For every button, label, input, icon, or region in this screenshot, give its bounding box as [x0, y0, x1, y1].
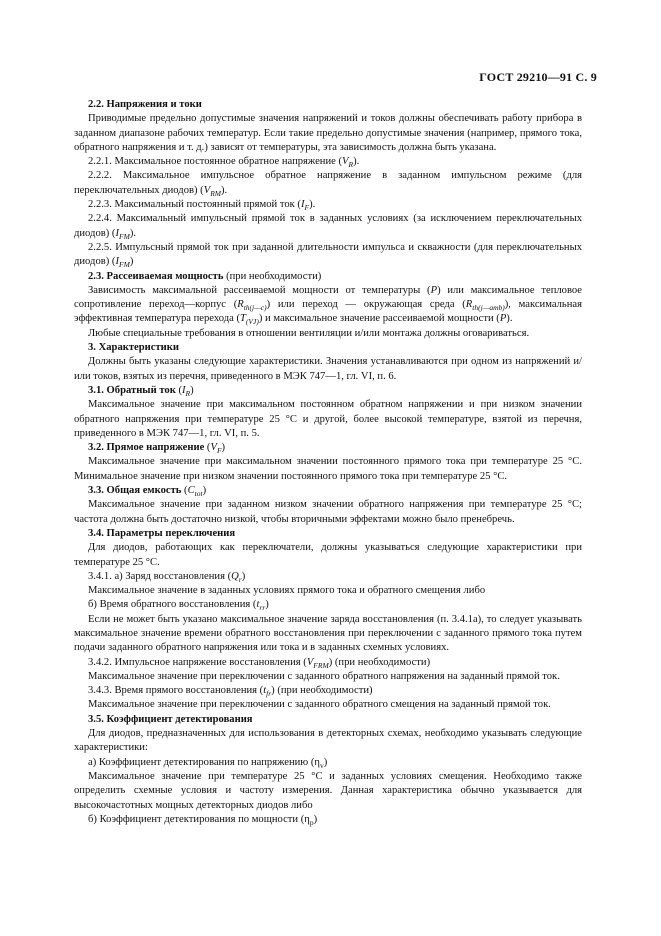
para-3-3: Максимальное значение при заданном низком значении обратного напряжения при температуре 25 °С; частота должна быть достаточно низкой, чтобы вторичными эффектами можно было пренебречь. [74, 499, 582, 525]
para-3-4-2: Максимальное значение при переключении с заданного обратного напряжения на заданный прямой ток. [88, 670, 560, 682]
para-3-5-intro: Для диодов, предназначенных для использования в детекторных схемах, необходимо указывать следующие характеристики: [74, 728, 582, 754]
item-3-4-2: 3.4.2. Импульсное напряжение восстановления $(V_{FRM})$ (при необходимости) [88, 656, 431, 670]
heading-3-4: 3.4. Параметры переключения [88, 527, 236, 539]
page-header: ГОСТ 29210—91 С. 9 [479, 70, 597, 84]
item-2-2-2: 2.2.2. Максимальное импульсное обратное напряжение в заданном импульсном режиме (для переключательных диодов) $(V_{RM})$. [74, 170, 582, 198]
heading-2-2: 2.2. Напряжения и токи [88, 99, 202, 110]
para-3-4-3: Максимальное значение при переключении с заданного обратного смещения на заданный прямой ток. [88, 699, 551, 711]
item-2-2-1: 2.2.1. Максимальное постоянное обратное напряжение $(V_R)$. [88, 156, 360, 170]
item-2-2-3: 2.2.3. Максимальный постоянный прямой ток $(I_F)$. [88, 199, 316, 213]
para-3-intro: Должны быть указаны следующие характеристики. Значения устанавливаются при одном из напряжений и/или токов, взятых из перечня, приведенного в МЭК 747—1, гл. VI, п. 6. [74, 356, 582, 382]
item-3-4-3: 3.4.3. Время прямого восстановления $(t_{fr})$ (при необходимости) [88, 685, 373, 699]
para-3-4-1-a: Максимальное значение в заданных условиях прямого тока и обратного смещения либо [88, 585, 486, 597]
item-2-2-4: 2.2.4. Максимальный импульсный прямой ток в заданных условиях (за исключением переключательных диодов) $(I_{FM})$. [74, 213, 582, 241]
para-2-3-ventilation: Любые специальные требования в отношении вентиляции и/или монтажа должны оговариваться. [88, 327, 530, 339]
heading-3-3: 3.3. Общая емкость $(C_{tot})$ [88, 485, 207, 499]
heading-2-3: 2.3. Рассеиваемая мощность (при необходимости) [88, 270, 322, 282]
heading-3-5: 3.5. Коэффициент детектирования [88, 713, 253, 725]
para-2-3: Зависимость максимальной рассеиваемой мощности от температуры (P) или максимальное тепловое сопротивление переход—корпус $(R_{th(j—c)})$ или переход — окружающая среда $(R_{th(j—amb)})$, максимальная эффективная температура перехода $(T_{(VJ)})$ и максимальное значение рассеиваемой мощности (P). [74, 284, 583, 327]
item-3-5-b: б) Коэффициент детектирования по мощности $(\eta_p)$ [88, 813, 318, 827]
para-3-4-1-note: Если не может быть указано максимальное значение заряда восстановления (п. 3.4.1а), то следует указывать максимальное значение времени обратного восстановления при переключении с заданного прямого тока путем подачи заданного обратного напряжения или тока и в заданных схемных условиях. [74, 613, 582, 654]
heading-3-2: 3.2. Прямое напряжение $(V_F)$ [88, 442, 226, 456]
para-3-5-a: Максимальное значение при температуре 25 °С и заданных условиях смещения. Необходимо также определить схемные условия и частоту измерения. Данная характеристика обычно указывается для высокочастотных мощных детекторных диодов либо [74, 770, 582, 811]
para-2-2-intro: Приводимые предельно допустимые значения напряжений и токов должны обеспечивать работу прибора в заданном диапазоне рабочих температур. Если такие предельно допустимые значения (например, прямого тока, обратного напряжения и т. д.) зависят от температуры, эта зависимость должна быть указана. [74, 113, 582, 153]
item-3-4-1-b: б) Время обратного восстановления $(t_{rr})$ [88, 599, 269, 613]
item-3-5-a: а) Коэффициент детектирования по напряжению $(\eta_v)$ [88, 756, 328, 770]
item-3-4-1-a: 3.4.1. а) Заряд восстановления $(Q_r)$ [88, 570, 246, 584]
heading-3-1: 3.1. Обратный ток $(I_R)$ [88, 384, 194, 399]
para-3-4-intro: Для диодов, работающих как переключатели, должны указываться следующие характеристики при температуре 25 °С. [74, 542, 582, 568]
document-body [74, 98, 582, 827]
item-2-2-5: 2.2.5. Импульсный прямой ток при заданной длительности импульса и скважности (для переключательных диодов) $(I_{FM})$ [74, 241, 582, 270]
heading-3: 3. Характеристики [88, 342, 179, 354]
para-3-1: Максимальное значение при максимальном постоянном обратном напряжении и при низком значении обратного напряжения при температуре 25 °С и другой, более высокой температуре, взятой из перечня, приведенного в МЭК 747—1, гл. VI, п. 5. [74, 399, 582, 439]
para-3-2: Максимальное значение при максимальном значении постоянного прямого тока при температуре 25 °С. Минимальное значение при низком значении постоянного прямого тока при температуре 25 °С. [74, 456, 582, 482]
